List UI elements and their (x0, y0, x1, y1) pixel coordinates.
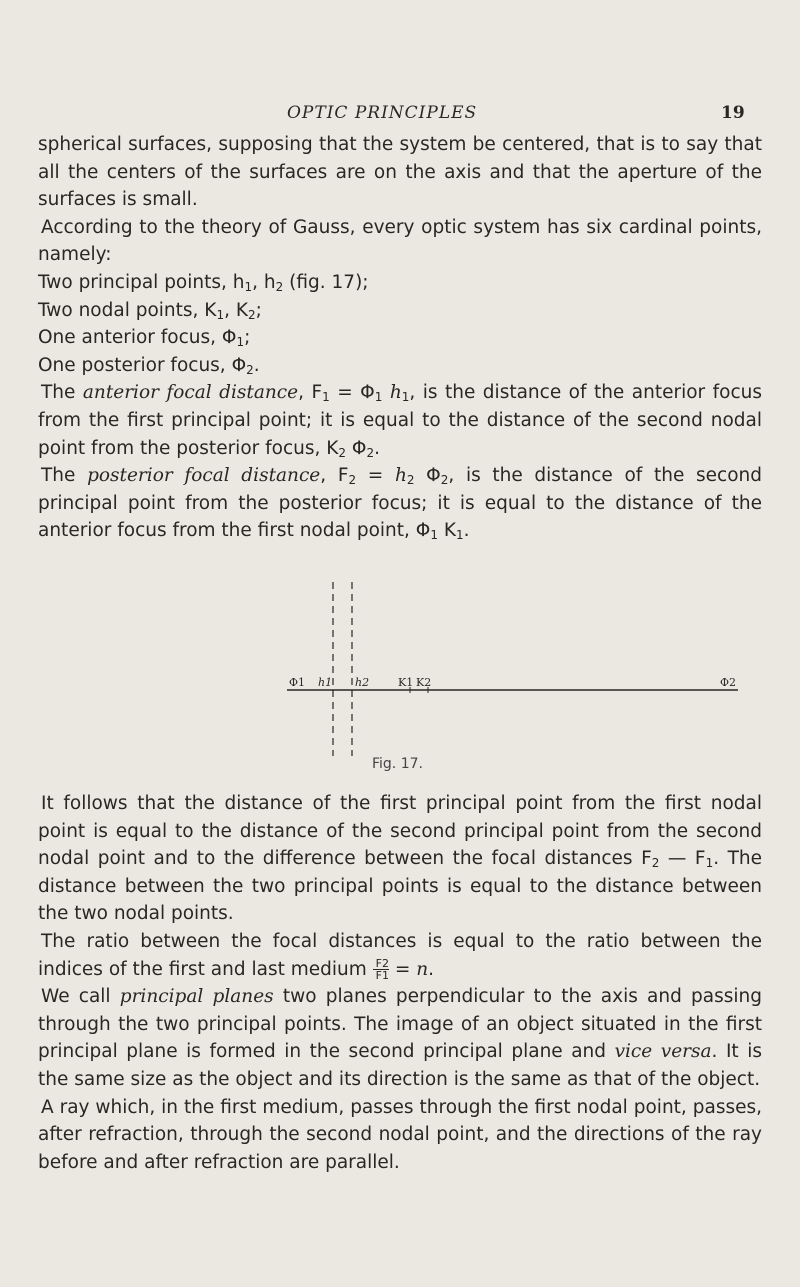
paragraph: According to the theory of Gauss, every optic system has six cardinal points, namely: (38, 216, 762, 266)
label-k1: K1 (398, 676, 414, 689)
label-h2: h2 (355, 676, 370, 689)
emphasis: posterior focal distance (87, 465, 321, 487)
figure-17 (0, 560, 800, 780)
figure-caption: Fig. 17. (372, 756, 423, 772)
page-header (0, 103, 800, 127)
list-item: Two principal points, $h_1$, $h_2$ (fig. 17); (38, 271, 369, 294)
label-h1: h1 (318, 676, 333, 689)
ratio-fraction: $\frac{F2}{F1}$ (373, 958, 389, 981)
label-k2: K2 (416, 676, 432, 689)
cardinal-points-list (38, 269, 762, 379)
page-number: 19 (721, 103, 745, 123)
label-phi2: Φ2 (720, 676, 737, 689)
label-phi1: Φ1 (289, 676, 306, 689)
emphasis: vice versa (614, 1041, 712, 1063)
paragraph: The anterior focal distance, $F_1 = \Phi_1$ $h_1$, is the distance of the anterior focus from the first principal point; it is equal to the distance of the second nodal point from the posterior focus, $K_2$ $\Phi_2$. (38, 382, 762, 460)
paragraph: It follows that the distance of the first principal point from the first nodal point is equal to the distance of the second principal point from the second nodal point and to the difference between the focal distances $F_2$ — $F_1$. The distance between the two principal points is equal to the distance between the two nodal points. (38, 793, 763, 925)
cardinal-points-diagram (0, 560, 800, 760)
list-item: One anterior focus, $\Phi_1$; (38, 327, 251, 350)
paragraph: The posterior focal distance, $F_2 = h_2$ $\Phi_2$, is the distance of the second principal point from the posterior focus; it is equal to the distance of the anterior focus from the first nodal point, $\Phi_1$ $K_1$. (38, 465, 762, 543)
text-block-bottom (38, 790, 762, 1176)
emphasis: anterior focal distance (82, 382, 299, 404)
paragraph: A ray which, in the first medium, passes through the first nodal point, passes, after refraction, through the second nodal point, and the directions of the ray before and after refraction are parallel. (38, 1096, 762, 1173)
running-title: OPTIC PRINCIPLES (287, 103, 478, 123)
paragraph: spherical surfaces, supposing that the system be centered, that is to say that all the centers of the surfaces are on the axis and that the aperture of the surfaces is small. (38, 134, 762, 211)
paragraph: The ratio between the focal distances is equal to the ratio between the indices of the first and last medium $\frac{F2}{F1}$ = n. (38, 930, 762, 983)
paragraph: We call principal planes two planes perpendicular to the axis and passing through the two principal points. The image of an object situated in the first principal plane is formed in the second principal plane and vice versa. It is the same size as the object and its direction is the same as that of the object. (38, 986, 763, 1090)
emphasis: principal planes (119, 986, 274, 1008)
text-block-top (38, 131, 762, 545)
list-item: One posterior focus, $\Phi_2$. (38, 354, 260, 377)
list-item: Two nodal points, $K_1$, $K_2$; (38, 299, 262, 322)
